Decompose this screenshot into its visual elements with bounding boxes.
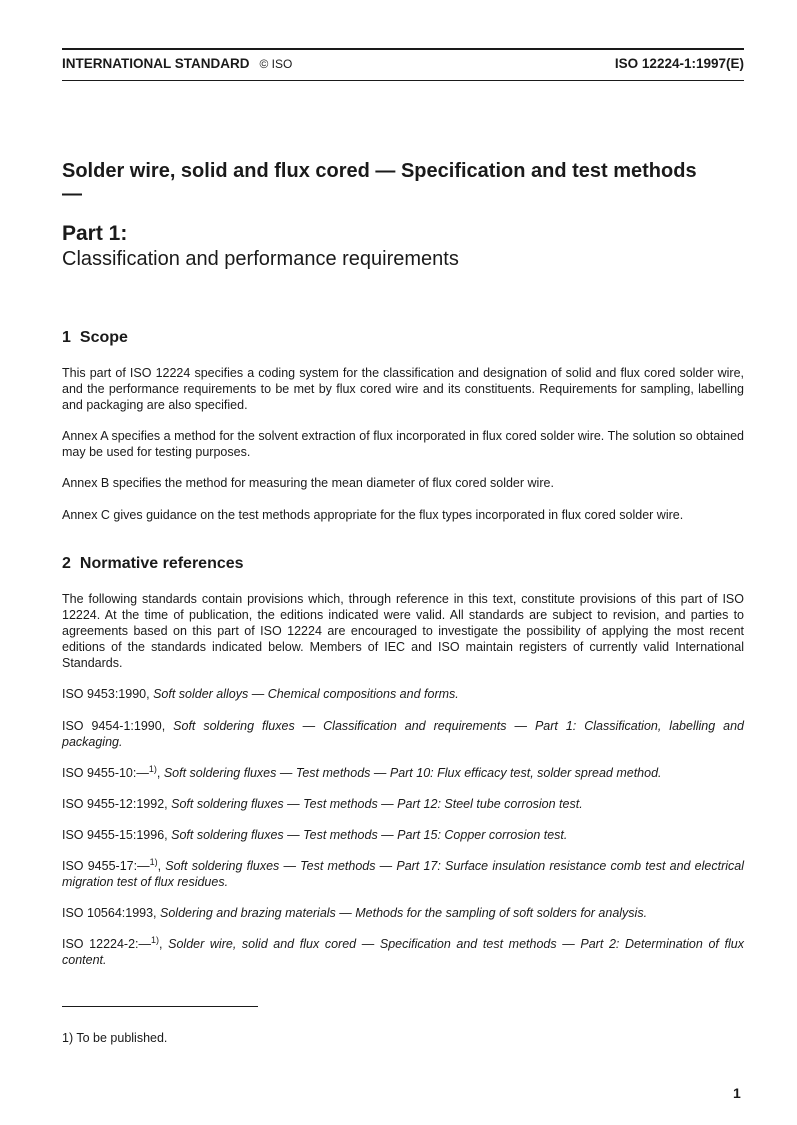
top-rule bbox=[62, 48, 744, 50]
reference-item: ISO 12224-2:—$^{1)}$, Solder wire, solid and flux cored — Specification and test methods — Part 2: Determination of flux content. bbox=[62, 934, 744, 967]
footnote: 1) To be published. bbox=[62, 1031, 168, 1045]
reference-title: Solder wire, solid and flux cored — Specification and test methods — Part 2: Determination of flux content. bbox=[62, 937, 744, 967]
scope-paragraph: This part of ISO 12224 specifies a coding system for the classification and designation of solid and flux cored solder wire, and the performance requirements to be met by flux cored wire and its constituents. Requirements for sampling, labelling and packaging are also specified. bbox=[62, 366, 744, 412]
section-2-title: Normative references bbox=[79, 555, 244, 572]
scope-annex-c: Annex C gives guidance on the test methods appropriate for the flux types incorporated in flux cored solder wire. bbox=[62, 508, 684, 522]
reference-code: ISO 9453:1990, bbox=[62, 687, 150, 701]
page-number: 1 bbox=[733, 1085, 741, 1101]
reference-title: Soft soldering fluxes — Test methods — Part 17: Surface insulation resistance comb test and electrical migration test of flux residues. bbox=[62, 859, 744, 889]
reference-code: ISO 10564:1993, bbox=[62, 906, 157, 920]
header-rule bbox=[62, 80, 744, 81]
scope-annex-b: Annex B specifies the method for measuring the mean diameter of flux cored solder wire. bbox=[62, 476, 554, 490]
reference-item bbox=[62, 686, 744, 702]
footnote-rule bbox=[62, 1006, 258, 1007]
reference-item bbox=[62, 827, 744, 843]
footnote-marker: 1) bbox=[149, 856, 158, 867]
header-copyright: © ISO bbox=[259, 57, 293, 71]
reference-code: ISO 9455-12:1992, bbox=[62, 797, 168, 811]
header-document-id: ISO 12224-1:1997(E) bbox=[614, 56, 744, 71]
reference-item: ISO 9455-17:—$^{1)}$, Soft soldering fluxes — Test methods — Part 17: Surface insulation resistance comb test and electrical migration test of flux residues. bbox=[62, 856, 744, 889]
reference-title: Soldering and brazing materials — Methods for the sampling of soft solders for analysis. bbox=[160, 906, 648, 920]
reference-item bbox=[62, 796, 744, 812]
reference-code: ISO 9454-1:1990, bbox=[62, 719, 166, 733]
reference-item bbox=[62, 905, 744, 921]
page-header bbox=[62, 56, 744, 76]
part-label: Part 1: bbox=[62, 222, 128, 245]
part-title: Classification and performance requirements bbox=[62, 248, 459, 270]
reference-item: ISO 9455-10:—$^{1)}$, Soft soldering fluxes — Test methods — Part 10: Flux efficacy test, solder spread method. bbox=[62, 763, 662, 780]
header-standard-type: INTERNATIONAL STANDARD © ISO bbox=[62, 56, 293, 71]
reference-title: Soft soldering fluxes — Test methods — Part 15: Copper corrosion test. bbox=[171, 828, 568, 842]
reference-item bbox=[62, 718, 744, 750]
footnote-marker: 1) bbox=[151, 934, 160, 945]
reference-title: Soft soldering fluxes — Classification and requirements — Part 1: Classification, labelling and packaging. bbox=[62, 719, 744, 749]
reference-code: ISO 9455-10:— bbox=[62, 766, 149, 780]
section-1-heading bbox=[62, 329, 128, 347]
section-1-number: 1 bbox=[62, 329, 71, 346]
reference-title: Soft solder alloys — Chemical compositions and forms. bbox=[153, 687, 459, 701]
section-2-number: 2 bbox=[62, 555, 71, 572]
reference-code: ISO 12224-2:— bbox=[62, 937, 152, 951]
reference-title: Soft soldering fluxes — Test methods — Part 12: Steel tube corrosion test. bbox=[171, 797, 583, 811]
reference-code: ISO 9455-17:— bbox=[62, 859, 150, 873]
reference-code: ISO 9455-15:1996, bbox=[62, 828, 168, 842]
document-title: Solder wire, solid and flux cored — Specification and test methods — bbox=[62, 160, 697, 205]
section-2-heading bbox=[62, 555, 244, 573]
references-intro: The following standards contain provisions which, through reference in this text, constitute provisions of this part of ISO 12224. At the time of publication, the editions indicated were valid. All standards are subject to revision, and parties to agreements based on this part of ISO 12224 are encouraged to investigate the possibility of applying the most recent editions of the standards indicated below. Members of IEC and ISO maintain registers of currently valid International Standards. bbox=[62, 592, 744, 670]
footnote-marker: 1) bbox=[148, 763, 157, 774]
scope-annex-a: Annex A specifies a method for the solvent extraction of flux incorporated in flux cored solder wire. The solution so obtained may be used for testing purposes. bbox=[62, 429, 744, 459]
section-1-title: Scope bbox=[79, 329, 128, 346]
reference-title: Soft soldering fluxes — Test methods — Part 10: Flux efficacy test, solder spread method. bbox=[163, 766, 662, 780]
